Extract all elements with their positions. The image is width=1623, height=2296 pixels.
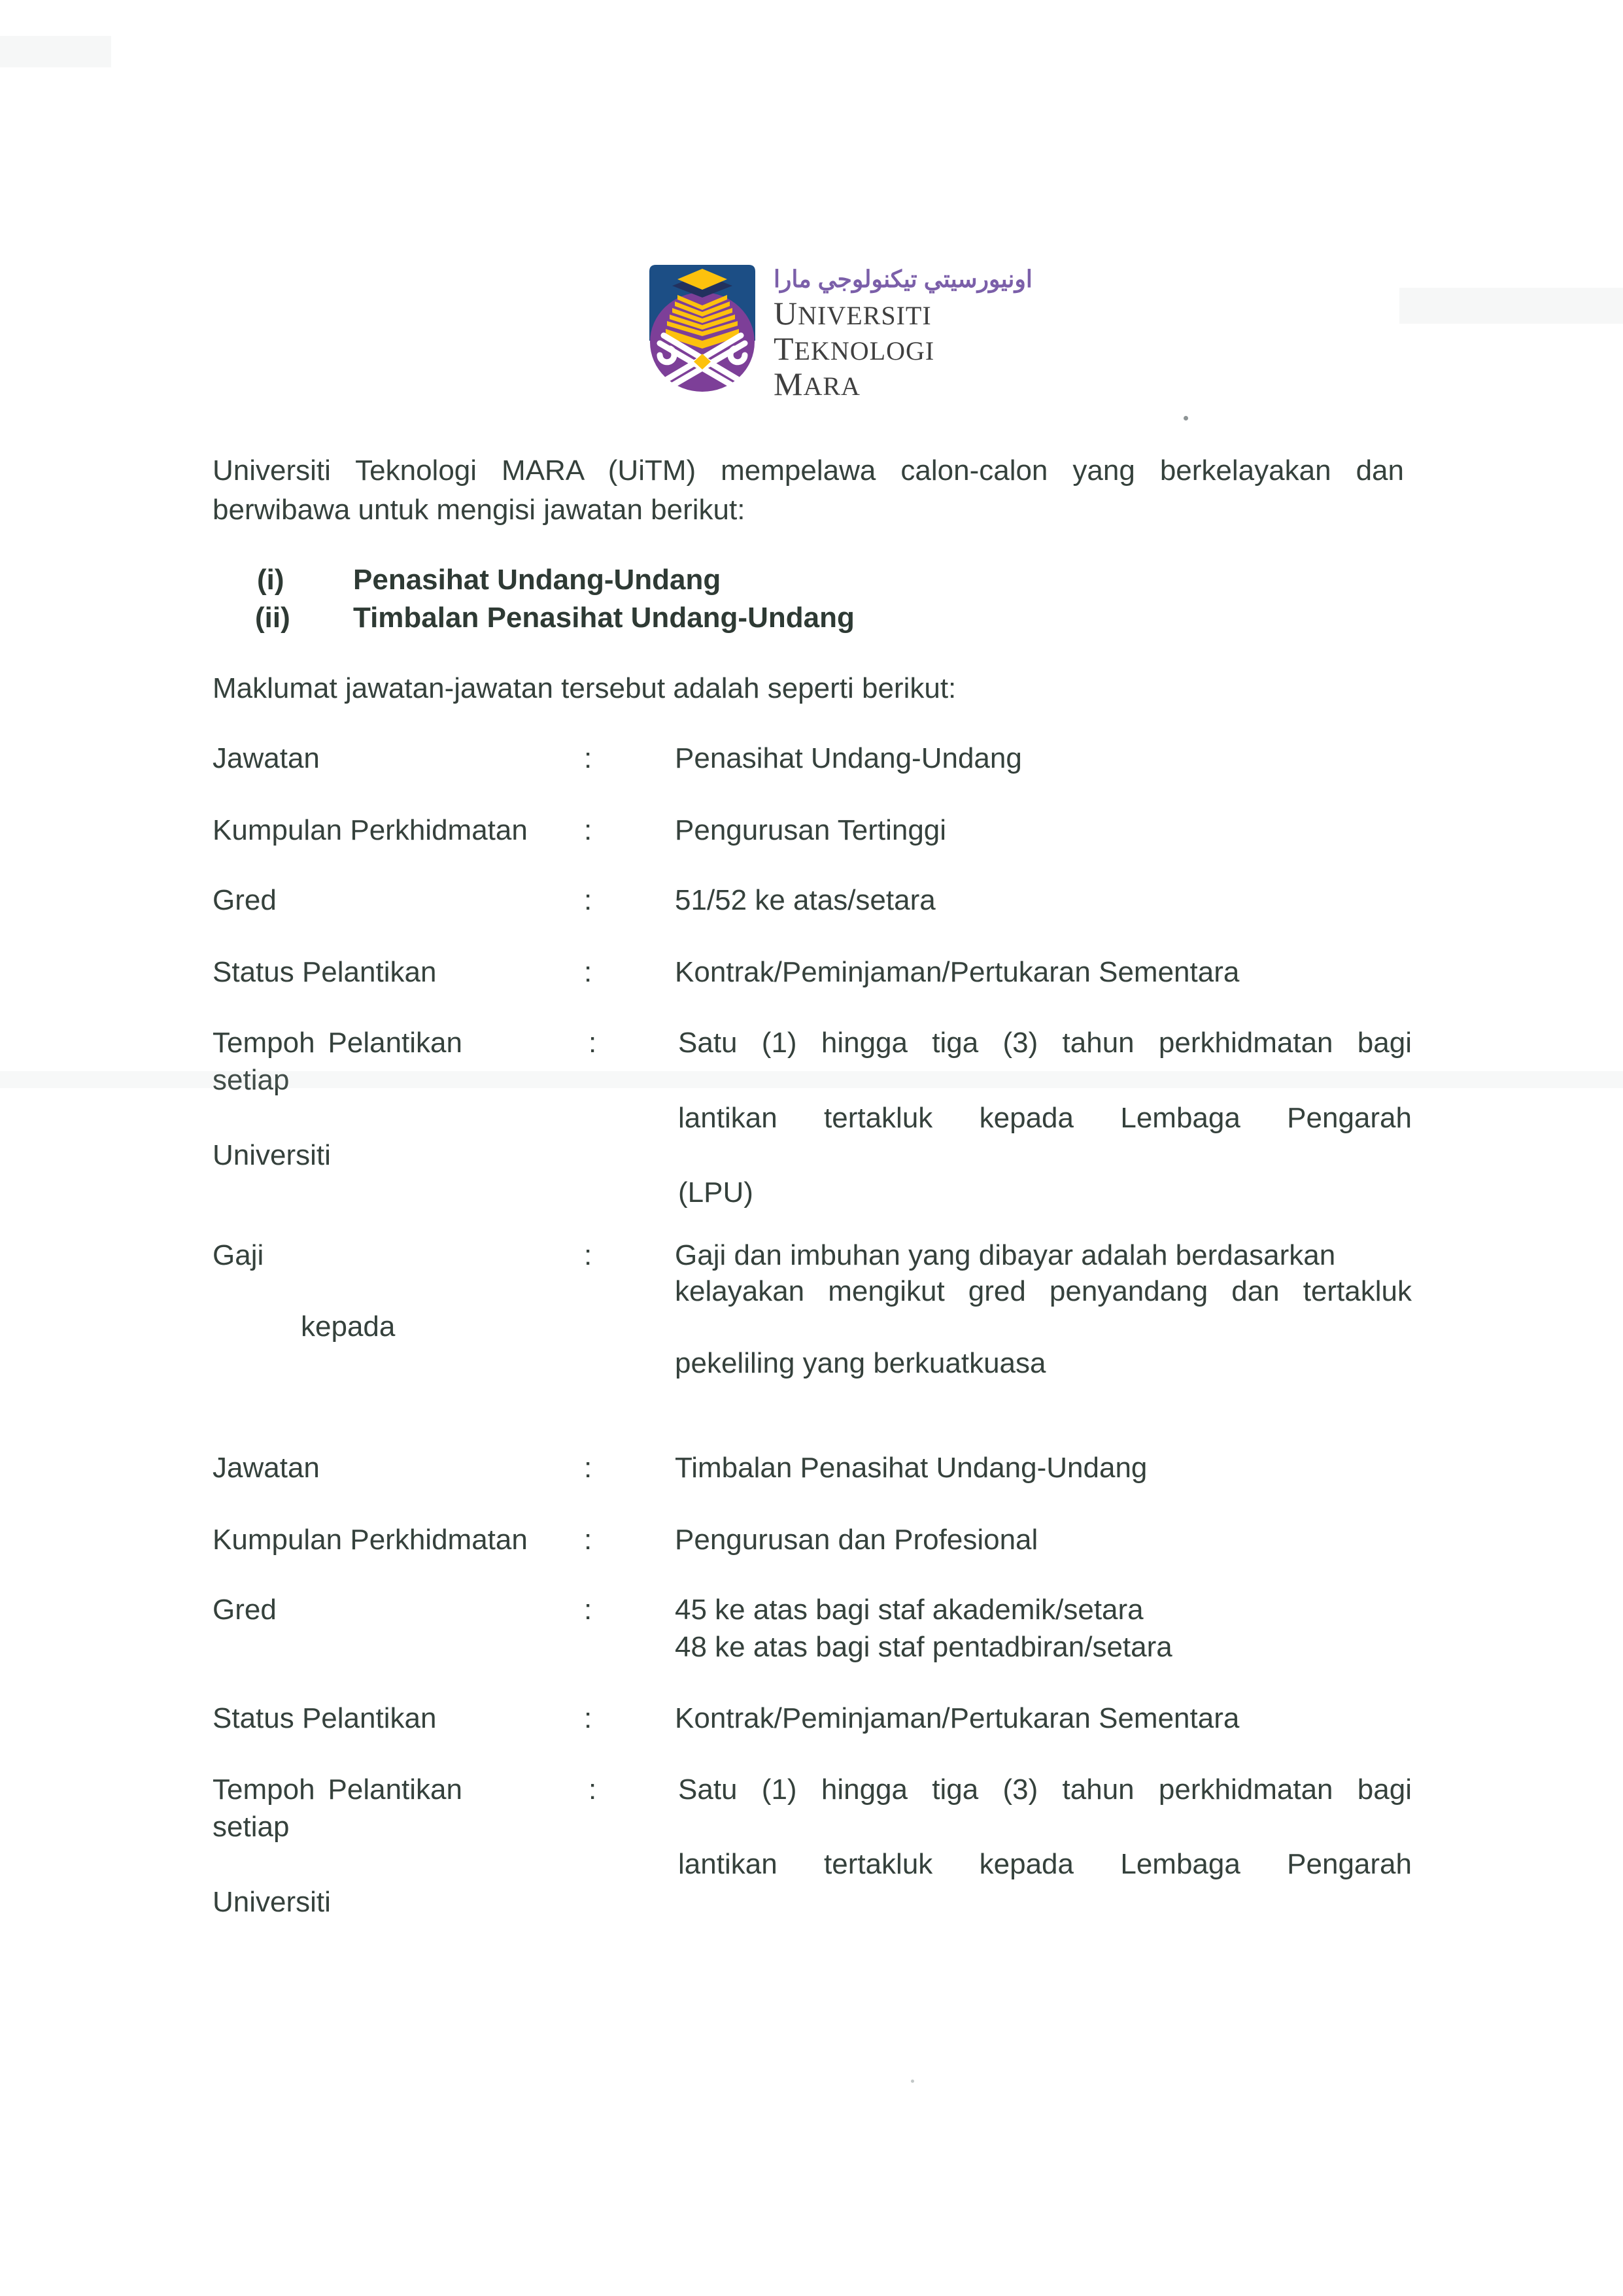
job2-kumpulan-value: Pengurusan dan Profesional	[675, 1524, 1038, 1556]
job1-gaji-value-line1: Gaji dan imbuhan yang dibayar adalah berdasarkan	[675, 1239, 1336, 1271]
job2-gred-value-line2: 48 ke atas bagi staf pentadbiran/setara	[675, 1631, 1172, 1663]
list-item-1-title: Penasihat Undang-Undang	[353, 564, 721, 596]
job1-status-value: Kontrak/Peminjaman/Pertukaran Sementara	[675, 956, 1240, 988]
job1-gred-colon: :	[584, 884, 592, 916]
job1-jawatan-colon: :	[584, 742, 592, 774]
logo-wordmark-teknologi: TEKNOLOGI	[774, 330, 935, 367]
job1-gred-label: Gred	[213, 884, 277, 916]
job1-tempoh-value-line2: lantikan tertakluk kepada Lembaga Pengarah	[678, 1102, 1412, 1134]
scan-dot-artifact	[911, 2080, 914, 2083]
job2-gred-colon: :	[584, 1594, 592, 1626]
job1-kumpulan-value: Pengurusan Tertinggi	[675, 814, 947, 846]
job2-gred-label: Gred	[213, 1594, 277, 1626]
scan-smudge-top-left	[0, 36, 111, 67]
job2-tempoh-colon: :	[589, 1773, 597, 1806]
job1-jawatan-value: Penasihat Undang-Undang	[675, 742, 1022, 774]
job2-tempoh-label-line3: Universiti	[213, 1886, 331, 1918]
job1-kumpulan-colon: :	[584, 814, 592, 846]
job2-tempoh-value-line2: lantikan tertakluk kepada Lembaga Pengarah	[678, 1848, 1412, 1880]
list-item-2-number: (ii)	[255, 602, 290, 634]
job1-tempoh-value-line1: Satu (1) hingga tiga (3) tahun perkhidmatan bagi	[678, 1027, 1412, 1059]
job2-jawatan-colon: :	[584, 1452, 592, 1484]
job2-status-colon: :	[584, 1702, 592, 1734]
job2-gred-value-line1: 45 ke atas bagi staf akademik/setara	[675, 1594, 1144, 1626]
job2-status-label: Status Pelantikan	[213, 1702, 437, 1734]
job1-gaji-value-line2: kelayakan mengikut gred penyandang dan tertakluk	[675, 1275, 1412, 1307]
job1-gaji-label: Gaji	[213, 1239, 264, 1271]
job1-status-colon: :	[584, 956, 592, 988]
intro-line-1: Universiti Teknologi MARA (UiTM) mempelawa calon-calon yang berkelayakan dan	[213, 454, 1404, 487]
job1-tempoh-value-line3: (LPU)	[678, 1176, 753, 1208]
job1-kumpulan-label: Kumpulan Perkhidmatan	[213, 814, 528, 846]
section-intro: Maklumat jawatan-jawatan tersebut adalah seperti berikut:	[213, 672, 957, 704]
job1-jawatan-label: Jawatan	[213, 742, 320, 774]
job1-gaji-colon: :	[584, 1239, 592, 1271]
job2-kumpulan-label: Kumpulan Perkhidmatan	[213, 1524, 528, 1556]
job2-jawatan-label: Jawatan	[213, 1452, 320, 1484]
list-item-1-number: (i)	[257, 564, 284, 596]
job1-tempoh-colon: :	[589, 1027, 597, 1059]
job2-status-value: Kontrak/Peminjaman/Pertukaran Sementara	[675, 1702, 1240, 1734]
job1-gaji-label-line2: kepada	[301, 1311, 396, 1343]
job1-gred-value: 51/52 ke atas/setara	[675, 884, 936, 916]
job1-gaji-value-line3: pekeliling yang berkuatkuasa	[675, 1347, 1046, 1379]
job1-status-label: Status Pelantikan	[213, 956, 437, 988]
job2-tempoh-value-line1: Satu (1) hingga tiga (3) tahun perkhidmatan bagi	[678, 1773, 1412, 1806]
scan-dot-artifact	[1184, 416, 1188, 420]
logo-wordmark-universiti: UNIVERSITI	[774, 295, 932, 332]
job2-tempoh-label-line2: setiap	[213, 1811, 290, 1843]
job2-jawatan-value: Timbalan Penasihat Undang-Undang	[675, 1452, 1148, 1484]
intro-line-2: berwibawa untuk mengisi jawatan berikut:	[213, 494, 745, 526]
list-item-2-title: Timbalan Penasihat Undang-Undang	[353, 602, 855, 634]
uitm-jawi-calligraphy: اونيورسيتي تيكنولوجي مارا	[774, 266, 1033, 292]
job1-tempoh-label-line2: setiap	[213, 1064, 290, 1096]
logo-wordmark-mara: MARA	[774, 366, 861, 402]
job1-tempoh-label: Tempoh Pelantikan	[213, 1027, 462, 1059]
scan-smudge-top-right	[1399, 288, 1623, 324]
job2-kumpulan-colon: :	[584, 1524, 592, 1556]
job2-tempoh-label: Tempoh Pelantikan	[213, 1773, 462, 1806]
uitm-logo-icon	[648, 264, 757, 392]
job1-tempoh-label-line3: Universiti	[213, 1139, 331, 1171]
